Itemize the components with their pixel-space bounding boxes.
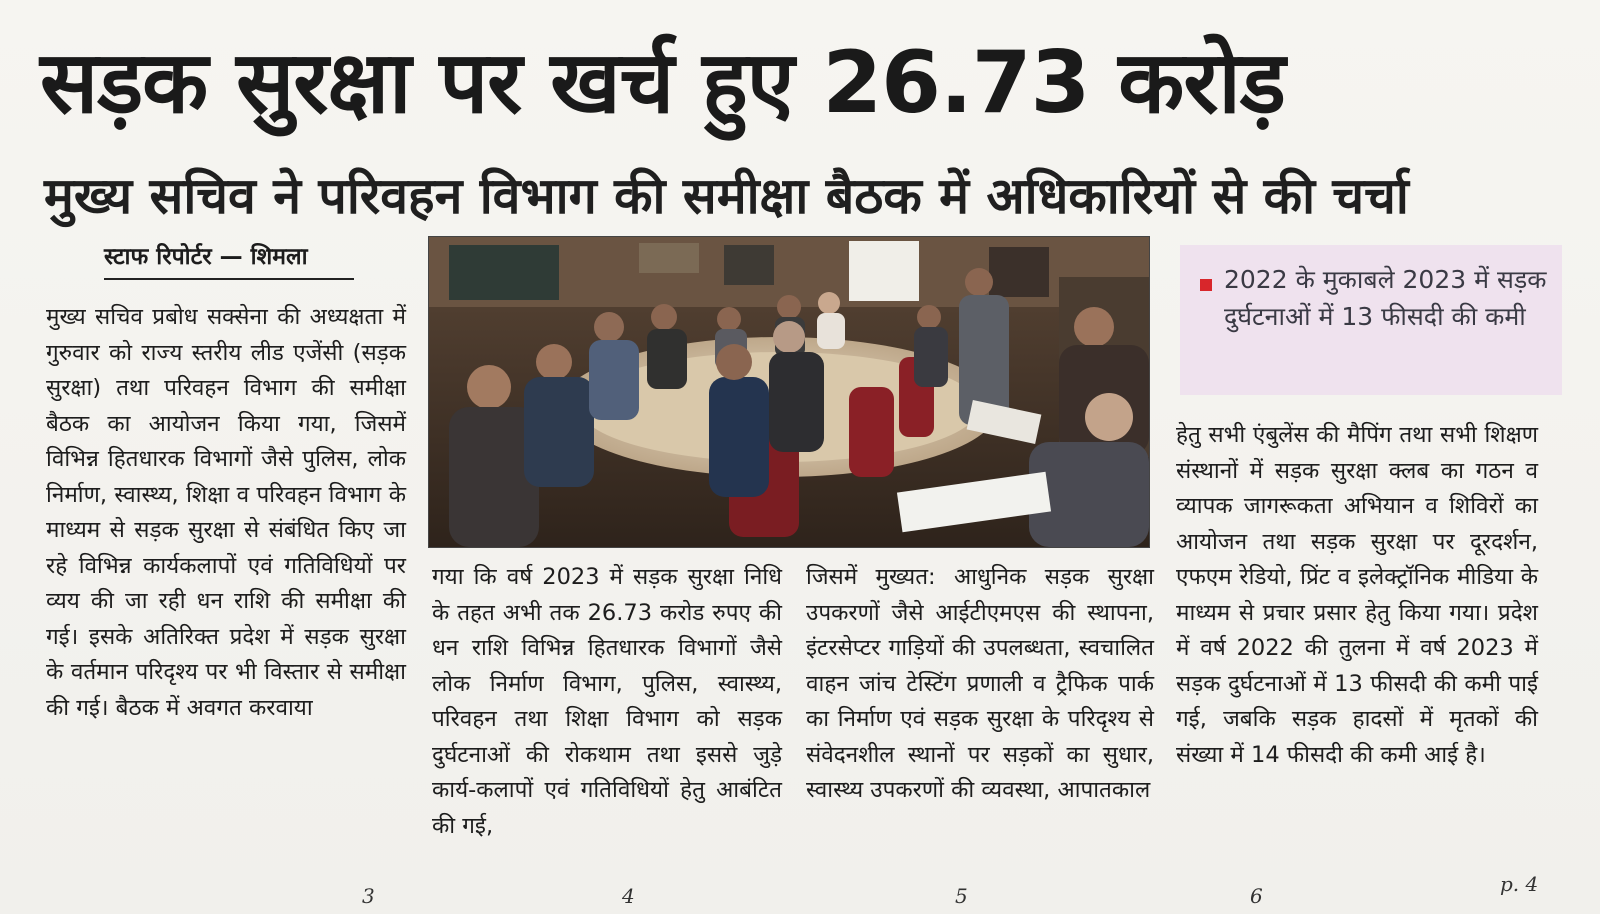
callout-bullet-icon	[1200, 279, 1212, 291]
column-4-text: हेतु सभी एंबुलेंस की मैपिंग तथा सभी शिक्षण संस्थानों में सड़क सुरक्षा क्लब का गठन व व्यापक जागरूकता अभियान व शिविरों का आयोजन तथा सड़क सुरक्षा पर दूरदर्शन, एफएम रेडियो, प्रिंट व इलेक्ट्रॉनिक मीडिया के माध्यम से प्रचार प्रसार हेतु किया गया। प्रदेश में वर्ष 2022 की तुलना में वर्ष 2023 में सड़क दुर्घटनाओं में 13 फीसदी की कमी पाई गई, जबकि सड़क हादसों में मृतकों की संख्या में 14 फीसदी की कमी आई है।	[1176, 422, 1538, 768]
article-column-2	[432, 560, 782, 844]
column-1-text: मुख्य सचिव प्रबोध सक्सेना की अध्यक्षता में गुरुवार को राज्य स्तरीय लीड एजेंसी (सड़क सुरक्षा) तथा परिवहन विभाग की समीक्षा बैठक का आयोजन किया गया, जिसमें विभिन्न हितधारक विभागों जैसे पुलिस, लोक निर्माण, स्वास्थ्य, शिक्षा व परिवहन विभाग के माध्यम से सड़क सुरक्षा से संबंधित किए जा रहे विभिन्न कार्यकलापों एवं गतिविधियों पर व्यय की जा रही धन राशि की समीक्षा की गई। इसके अतिरिक्त प्रदेश में सड़क सुरक्षा के वर्तमान परिदृश्य पर भी विस्तार से समीक्षा की गई। बैठक में अवगत करवाया	[46, 304, 407, 721]
meeting-photo-illustration	[429, 237, 1149, 547]
column-2-text: गया कि वर्ष 2023 में सड़क सुरक्षा निधि के तहत अभी तक 26.73 करोड रुपए की धन राशि विभिन्न हितधारक विभागों जैसे लोक निर्माण विभाग, पुलिस, स्वास्थ्य, परिवहन तथा शिक्षा विभाग को सड़क दुर्घटनाओं की रोकथाम तथा इससे जुड़े कार्य-कलापों एवं गतिविधियों हेतु आबंटित की गई,	[432, 564, 782, 839]
column-3-text: जिसमें मुख्यत: आधुनिक सड़क सुरक्षा उपकरणों जैसे आईटीएमएस की स्थापना, इंटरसेप्टर गाड़ियों की उपलब्धता, स्वचालित वाहन जांच टेस्टिंग प्रणाली व ट्रैफिक पार्क का निर्माण एवं सड़क सुरक्षा के परिदृश्य से संवेदनशील स्थानों पर सड़कों का सुधार, स्वास्थ्य उपकरणों की व्यवस्था, आपातकाल	[806, 564, 1154, 803]
article-column-1	[46, 300, 406, 726]
meeting-photo	[428, 236, 1150, 548]
article-column-3	[806, 560, 1154, 809]
handwritten-mark-2: 4	[622, 884, 635, 908]
highlight-callout	[1180, 245, 1562, 395]
handwritten-mark-3: 5	[955, 884, 968, 908]
headline: सड़क सुरक्षा पर खर्च हुए 26.73 करोड़	[40, 33, 1285, 133]
callout-text: 2022 के मुकाबले 2023 में सड़क दुर्घटनाओं में 13 फीसदी की कमी	[1224, 265, 1547, 331]
subheadline: मुख्य सचिव ने परिवहन विभाग की समीक्षा बैठक में अधिकारियों से की चर्चा	[44, 167, 1409, 225]
handwritten-mark-5: p. 4	[1500, 872, 1539, 896]
article-column-4	[1176, 418, 1538, 773]
byline: स्टाफ रिपोर्टर — शिमला	[104, 240, 354, 280]
handwritten-mark-1: 3	[362, 884, 375, 908]
handwritten-mark-4: 6	[1250, 884, 1263, 908]
